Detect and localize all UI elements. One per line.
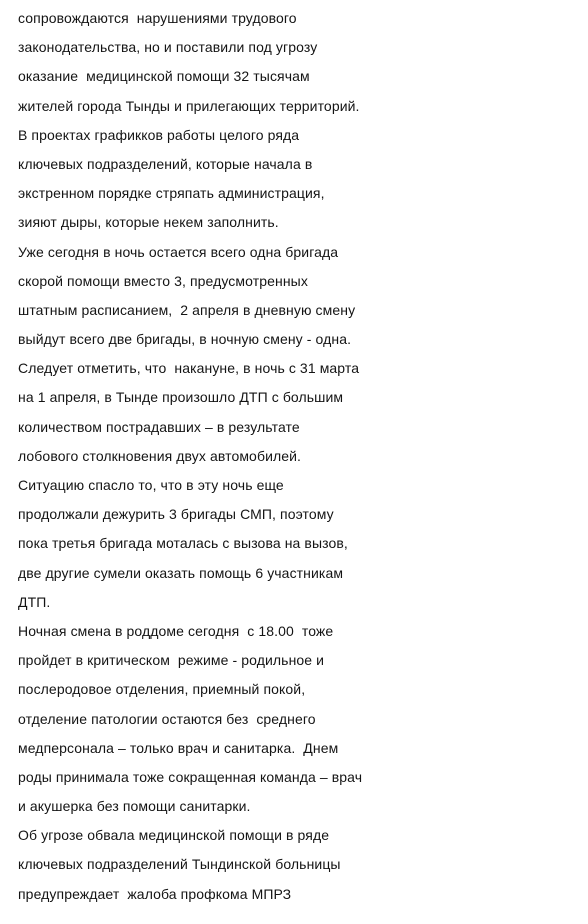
text-line: роды принимала тоже сокращенная команда – врач [18, 768, 363, 785]
text-line: экстренном порядке стряпать администрация, [18, 185, 325, 202]
text-line: Ситуацию спасло то, что в эту ночь еще [18, 477, 284, 493]
text-line: жителей города Тынды и прилегающих территорий. [18, 97, 360, 114]
text-line: пройдет в критическом режиме - родильное и [18, 652, 325, 669]
text-line: зияют дыры, которые некем заполнить. [18, 214, 279, 231]
text-line: продолжали дежурить 3 бригады СМП, поэтому [18, 506, 334, 523]
text-line: отделение патологии остаются без среднего [18, 710, 316, 727]
text-line: законодательства, но и поставили под угрозу [18, 39, 318, 56]
text-line: В проектах графикков работы целого ряда [18, 126, 300, 143]
text-line: послеродовое отделения, приемный покой, [18, 681, 306, 698]
text-line: ключевых подразделений, которые начала в [18, 155, 313, 172]
text-line: количеством пострадавших – в результате [18, 418, 300, 435]
text-line: Об угрозе обвала медицинской помощи в ряде [18, 827, 330, 844]
text-line: Следует отметить, что накануне, в ночь с 31 марта [18, 360, 360, 377]
text-line: штатным расписанием, 2 апреля в дневную смену [18, 301, 356, 318]
text-line: скорой помощи вместо 3, предусмотренных [18, 272, 308, 289]
text-line: две другие сумели оказать помощь 6 участникам [18, 564, 344, 581]
text-line: и акушерка без помощи санитарки. [18, 798, 251, 815]
text-line: ключевых подразделений Тындинской больницы [18, 856, 341, 873]
text-line: Ночная смена в роддоме сегодня с 18.00 тоже [18, 622, 334, 639]
text-line: на 1 апреля, в Тынде произошло ДТП с большим [18, 389, 344, 406]
text-line: предупреждает жалоба профкома МПРЗ [18, 885, 292, 902]
text-line: оказание медицинской помощи 32 тысячам [18, 68, 310, 85]
text-line: сопровождаются нарушениями трудового [18, 10, 297, 26]
text-line: Уже сегодня в ночь остается всего одна бригада [18, 243, 339, 260]
text-line: выйдут всего две бригады, в ночную смену - одна. [18, 331, 352, 348]
text-line: ДТП. [18, 593, 51, 610]
text-line: медперсонала – только врач и санитарка. Днем [18, 739, 339, 756]
text-line: пока третья бригада моталась с вызова на вызов, [18, 535, 348, 552]
text-line: лобового столкновения двух автомобилей. [18, 447, 302, 464]
document-body [18, 4, 586, 909]
